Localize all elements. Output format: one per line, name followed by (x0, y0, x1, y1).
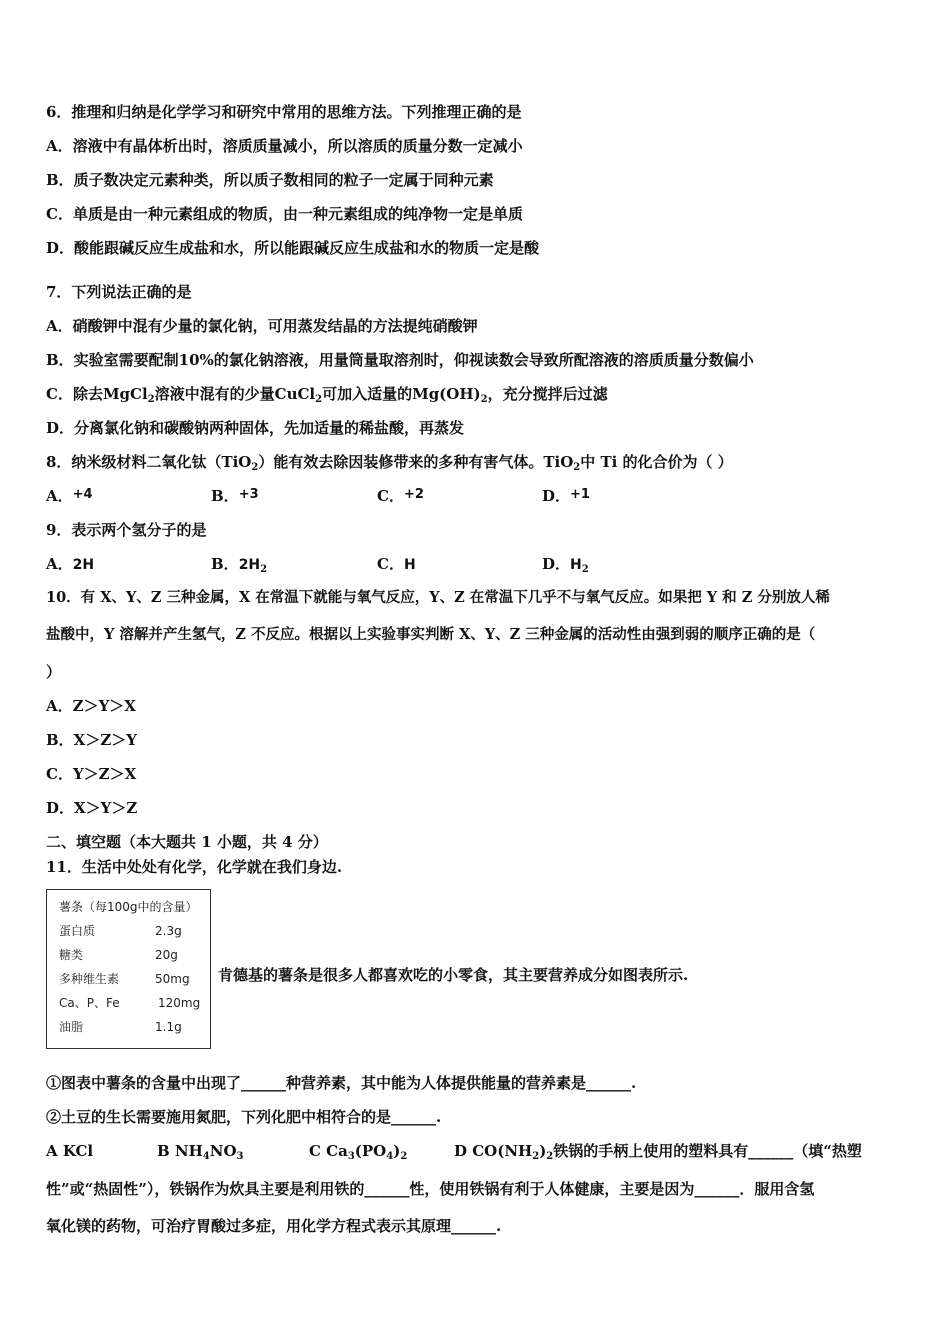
q10-stem-line1: 10．有 X、Y、Z 三种金属，X 在常温下就能与氧气反应，Y、Z 在常温下几乎不与氧气反应。如果把 Y 和 Z 分别放人稀 (46, 589, 830, 606)
q10-option-c: C．Y＞Z＞X (46, 765, 137, 783)
q11-part1: ①图表中薯条的含量中出现了______种营养素，其中能为人体提供能量的营养素是______. (46, 1074, 637, 1092)
q9-option-b: B．$2H_2$ (211, 555, 268, 575)
nutrition-row: 蛋白质 2.3g (59, 924, 182, 938)
nutrition-table (46, 889, 211, 1049)
nutrition-row: Ca、P、Fe 120mg (59, 996, 201, 1010)
q11-option-d: D $CO(NH_2)_2$铁锅的手柄上使用的塑料具有______（填“热塑 (454, 1142, 862, 1162)
q11-stem: 11．生活中处处有化学，化学就在我们身边. (46, 858, 343, 876)
q7-option-d: D．分离氯化钠和碳酸钠两种固体，先加适量的稀盐酸，再蒸发 (46, 419, 465, 437)
q6-option-c: C．单质是由一种元素组成的物质，由一种元素组成的纯净物一定是单质 (46, 205, 523, 223)
q11-option-a: A KCl (46, 1142, 94, 1160)
q8-option-b: B．+3 (211, 487, 259, 505)
q10-option-a: A．Z＞Y＞X (46, 697, 136, 715)
q11-table-caption: 肯德基的薯条是很多人都喜欢吃的小零食，其主要营养成分如图表所示. (218, 966, 689, 984)
q6-stem: 6．推理和归纳是化学学习和研究中常用的思维方法。下列推理正确的是 (46, 103, 522, 121)
q11-part4: 性”或“热固性”），铁锅作为炊具主要是利用铁的______性，使用铁锅有利于人体健康，主要是因为______．服用含氢 (46, 1180, 815, 1198)
q7-option-b: B．实验室需要配制10%的氯化钠溶液，用量筒量取溶剂时，仰视读数会导致所配溶液的溶质质量分数偏小 (46, 351, 754, 369)
nutrition-row: 糖类 20g (59, 948, 178, 962)
q8-stem: 8．纳米级材料二氧化钛（TiO$_2$）能有效去除因装修带来的多种有害气体。TiO$_2$中 Ti 的化合价为（ ） (46, 453, 733, 473)
q9-option-c: C．H (377, 555, 416, 573)
nutrition-table-title: 薯条（每100g中的含量） (59, 900, 198, 914)
q11-option-b: B $NH_4NO_3$ (157, 1142, 244, 1162)
q9-stem: 9．表示两个氢分子的是 (46, 521, 207, 539)
q6-option-a: A．溶液中有晶体析出时，溶质质量减小，所以溶质的质量分数一定减小 (46, 137, 523, 155)
q7-option-a: A．硝酸钾中混有少量的氯化钠，可用蒸发结晶的方法提纯硝酸钾 (46, 317, 478, 335)
q11-part2: ②土豆的生长需要施用氮肥，下列化肥中相符合的是______. (46, 1108, 442, 1126)
nutrition-row: 油脂 1.1g (59, 1020, 182, 1034)
q11-part3: 铁锅的手柄上使用的塑料具有______（填“热塑 (553, 1142, 862, 1160)
q6-option-d: D．酸能跟碱反应生成盐和水，所以能跟碱反应生成盐和水的物质一定是酸 (46, 239, 540, 257)
q9-option-a: A．2H (46, 555, 95, 573)
q11-part5: 氧化镁的药物，可治疗胃酸过多症，用化学方程式表示其原理______. (46, 1217, 502, 1235)
q6-option-b: B．质子数决定元素种类，所以质子数相同的粒子一定属于同种元素 (46, 171, 494, 189)
section-heading: 二、填空题（本大题共 1 小题，共 4 分） (46, 833, 328, 851)
q7-option-c: C．除去MgCl$_2$溶液中混有的少量CuCl$_2$可加入适量的$Mg(OH)_2$，充分搅拌后过滤 (46, 385, 608, 405)
q7-stem: 7．下列说法正确的是 (46, 283, 192, 301)
q10-option-b: B．X＞Z＞Y (46, 731, 137, 749)
q8-option-a: A．+4 (46, 487, 93, 505)
q10-option-d: D．X＞Y＞Z (46, 799, 138, 817)
q10-stem-line3: ） (46, 663, 62, 681)
q9-option-d: D．$H_2$ (542, 555, 589, 575)
q10-stem-line2: 盐酸中，Y 溶解并产生氢气，Z 不反应。根据以上实验事实判断 X、Y、Z 三种金属的活动性由强到弱的顺序正确的是（ (46, 626, 816, 643)
q11-option-c: C $Ca_3(PO_4)_2$ (309, 1142, 408, 1162)
q8-option-c: C．+2 (377, 487, 424, 505)
nutrition-row: 多种维生素 50mg (59, 972, 190, 986)
q8-option-d: D．+1 (542, 487, 590, 505)
